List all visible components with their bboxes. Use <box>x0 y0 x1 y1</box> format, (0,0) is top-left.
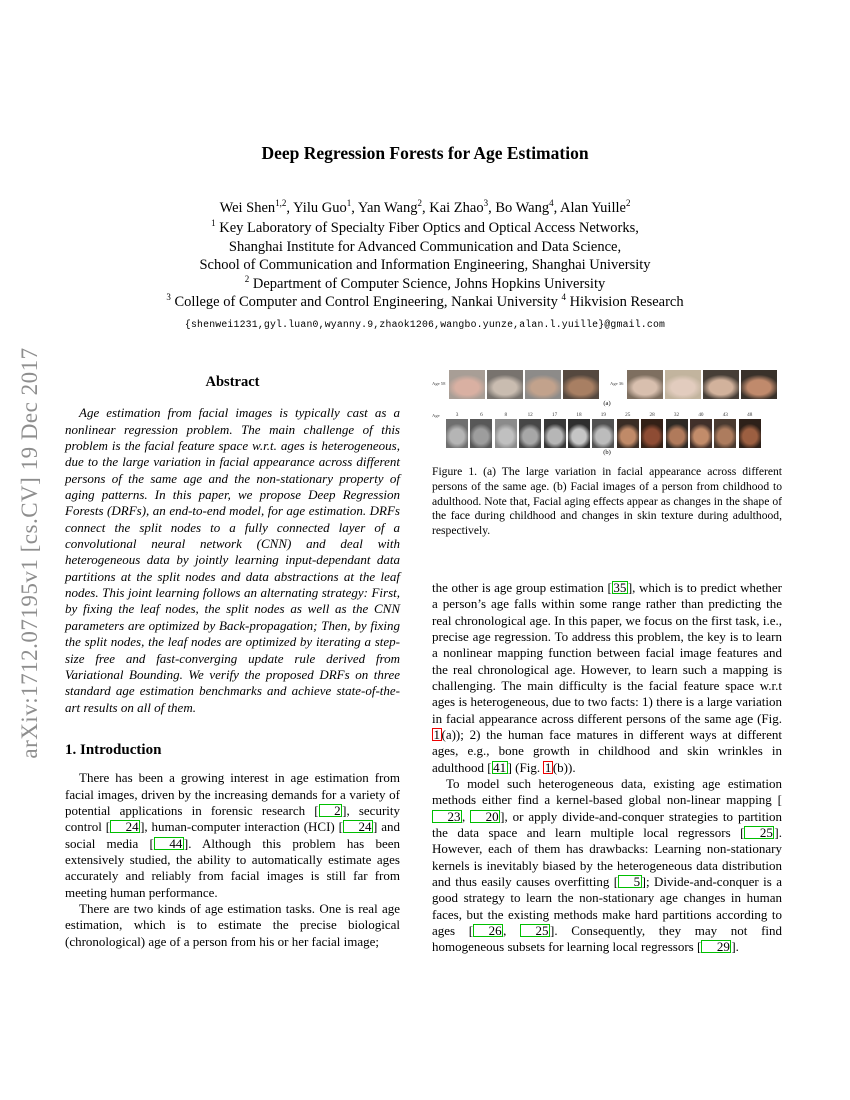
introduction-heading: 1. Introduction <box>65 741 162 758</box>
face-with-age <box>714 412 736 448</box>
email-line: {shenwei1231,gyl.luan0,wyanny.9,zhaok1206,wangbo.yunze,alan.l.yuille}@gmail.com <box>184 318 666 330</box>
affiliation-line: Shanghai Institute for Advanced Communication and Data Science, <box>228 238 622 255</box>
face-with-age <box>617 412 639 448</box>
right-column <box>432 368 782 956</box>
arxiv-banner: arXiv:1712.07195v1 [cs.CV] 19 Dec 2017 <box>17 347 42 759</box>
face-with-age <box>470 412 492 448</box>
paper-title: Deep Regression Forests for Age Estimation <box>261 143 589 163</box>
citation-link[interactable]: 25 <box>520 924 550 937</box>
affiliations <box>60 219 790 312</box>
body-paragraph: There are two kinds of age estimation tasks. One is real age estimation, which is to estimate the precise biological (chronological) age of a person from his or her facial image; <box>65 900 400 949</box>
superscript: 3 <box>483 198 489 209</box>
face-with-age <box>495 412 517 448</box>
figure-1 <box>432 370 782 539</box>
citation-link[interactable]: 23 <box>432 810 462 823</box>
superscript: 4 <box>549 198 554 209</box>
age-group-label: Age 36 <box>610 381 624 387</box>
age-label: 18 <box>576 412 582 419</box>
face-with-age <box>519 412 541 448</box>
paper-header <box>60 143 790 330</box>
face-image <box>703 370 739 399</box>
face-image <box>592 419 614 448</box>
face-image <box>741 370 777 399</box>
figure-reference-link[interactable]: 1 <box>433 726 440 742</box>
citation-link[interactable]: 35 <box>613 579 627 595</box>
age-label: 8 <box>504 412 508 419</box>
face-image <box>714 419 736 448</box>
face-with-age <box>592 412 614 448</box>
age-label: 3 <box>455 412 459 419</box>
face-image <box>665 370 701 399</box>
citation-link[interactable]: 29 <box>701 940 731 953</box>
citation-link[interactable]: 25 <box>744 826 774 839</box>
affiliation-line: School of Communication and Information Engineering, Shanghai University <box>199 257 651 274</box>
author-line: Wei Shen$^{1,2}$, Yilu Guo$^1$, Yan Wang$^2$, Kai Zhao$^3$, Bo Wang$^4$, Alan Yuille$^2$ <box>219 198 631 216</box>
superscript: 1 <box>346 198 352 209</box>
affiliation-line: $^2$ Department of Computer Science, Johns Hopkins University <box>244 273 606 292</box>
face-image <box>627 370 663 399</box>
face-image <box>739 419 761 448</box>
age-label: 17 <box>551 412 558 419</box>
superscript: 1 <box>211 218 216 229</box>
figure-sublabel-b: (b) <box>603 449 611 457</box>
face-image <box>470 419 492 448</box>
age-label: 25 <box>625 412 631 419</box>
age-label: 48 <box>747 412 753 419</box>
citation-link[interactable]: 44 <box>154 837 184 850</box>
citation-link[interactable]: 5 <box>618 875 642 888</box>
citation-link[interactable]: 26 <box>473 924 503 937</box>
citation-link[interactable]: 24 <box>110 820 140 833</box>
figure-caption: Figure 1. (a) The large variation in facial appearance across different persons of the same age. (b) Facial images of a person from childhood to adulthood. Note that, Facial aging effects appear as changes in the shape of the face during childhood and changes in skin texture during adulthood, respectively. <box>432 465 782 538</box>
face-image <box>449 370 485 399</box>
face-with-age <box>446 412 468 448</box>
face-image <box>617 419 639 448</box>
face-image <box>544 419 566 448</box>
face-image <box>690 419 712 448</box>
face-image <box>519 419 541 448</box>
figure-sublabel-a: (a) <box>603 400 611 407</box>
age-label: 19 <box>600 412 606 419</box>
citation-link[interactable]: 2 <box>319 804 343 817</box>
face-image <box>446 419 468 448</box>
affiliation-line: $^1$ Key Laboratory of Specialty Fiber Optics and Optical Access Networks, <box>211 218 639 236</box>
body-paragraph: There has been a growing interest in age estimation from facial images, driven by the increasing demands for a variety of potential applications in forensic research [ 2 ], security control [ 24 ], human-computer interaction (HCI) [ 24 ] and social media [ 44 ]. Although this problem has been extensively studied, the ability to automatically estimate ages accurately and reliably from facial images is still far from meeting human performance. <box>65 770 400 900</box>
face-image <box>495 419 517 448</box>
age-label: 6 <box>480 412 483 419</box>
age-group-label: Age 58 <box>432 381 446 387</box>
age-row-label: Age <box>432 413 440 418</box>
age-label: 28 <box>649 412 655 419</box>
superscript: 2 <box>417 198 422 209</box>
face-image <box>563 370 599 399</box>
face-with-age <box>739 412 761 448</box>
age-label: 40 <box>698 412 704 419</box>
figure-row-b <box>432 408 782 448</box>
superscript: 1,2 <box>275 198 287 209</box>
face-with-age <box>666 412 688 448</box>
introduction-paragraphs <box>65 770 400 950</box>
face-image <box>487 370 523 399</box>
face-with-age <box>690 412 712 448</box>
face-with-age <box>544 412 566 448</box>
age-label: 12 <box>527 412 533 419</box>
left-column <box>65 368 400 950</box>
age-label: 32 <box>673 412 680 419</box>
face-image <box>641 419 663 448</box>
superscript: 3 <box>166 292 171 303</box>
citation-link[interactable]: 24 <box>343 820 373 833</box>
abstract-text: Age estimation from facial images is typically cast as a nonlinear regression problem. The main challenge of this problem is the facial feature space w.r.t. ages is heterogeneous, due to the large variation in facial appearance across different persons of the same age and the non-stationary property of aging patterns. In this paper, we propose Deep Regression Forests (DRFs), an end-to-end model, for age estimation. DRFs connect the split nodes to a fully connected layer of a convolutional neural network (CNN) and deal with heterogeneous data by jointly learning input-dependant data partitions at the split nodes and data abstractions at the leaf nodes. This joint learning follows an alternating strategy: First, by fixing the leaf nodes, the split nodes as well as the CNN parameters are optimized by Back-propagation; Then, by fixing the split nodes, the leaf nodes are optimized by iterating a step-size free and fast-converging update rule derived from Variational Bounding. We verify the proposed DRFs on three standard age estimation benchmarks and achieve state-of-the-art results on all of them. <box>65 405 400 715</box>
body-paragraph: the other is age group estimation [ 35 ], which is to predict whether a person’s age falls within some range rather than predicting the real chronological age. In this paper, we focus on the first task, i.e., precise age regression. To address this problem, the key is to learn a nonlinear mapping function between facial image features and the real chronological age. However, to learn such a mapping is challenging. The main difficulty is the facial feature space w.r.t ages is heterogeneous, due to two facts: 1) there is a large variation in facial appearance across different persons of the same age (Fig. 1 (a)); 2) the human face matures in different ways at different ages, e.g., bone growth in childhood and skin wrinkles in adulthood [ 41 ] (Fig. 1 (b)). <box>432 579 783 775</box>
body-paragraph: To model such heterogeneous data, existing age estimation methods either find a kernel-based global non-linear mapping [23 , 20 ], or apply divide-and-conquer strategies to partition the data space and learn multiple local regressors [ 25 ]. However, each of them has drawbacks: Learning non-stationary kernels is inevitably biased by the heterogeneous data distribution and thus easily causes overfitting [ 5 ]; Divide-and-conquer is a good strategy to learn the non-stationary age changes in human faces, but the existing methods make hard partitions according to ages [ 26 , 25 ]. Consequently, they may not find homogeneous subsets for learning local regressors [ 29 ]. <box>432 775 783 955</box>
citation-link[interactable]: 20 <box>470 810 500 823</box>
affiliation-line: $^3$ College of Computer and Control Engineering, Nankai University $^4$ Hikvision Research <box>166 292 684 311</box>
superscript: 2 <box>625 198 631 209</box>
face-image <box>568 419 590 448</box>
body-paragraphs <box>432 580 782 956</box>
abstract-heading: Abstract <box>205 374 260 390</box>
figure-row-a <box>432 370 782 399</box>
superscript: 4 <box>561 292 567 303</box>
age-label: 43 <box>722 412 728 419</box>
citation-link[interactable]: 41 <box>493 759 507 775</box>
face-image <box>666 419 688 448</box>
face-with-age <box>568 412 590 448</box>
face-with-age <box>641 412 663 448</box>
superscript: 2 <box>244 273 250 284</box>
face-image <box>525 370 561 399</box>
figure-reference-link[interactable]: 1 <box>544 759 552 775</box>
